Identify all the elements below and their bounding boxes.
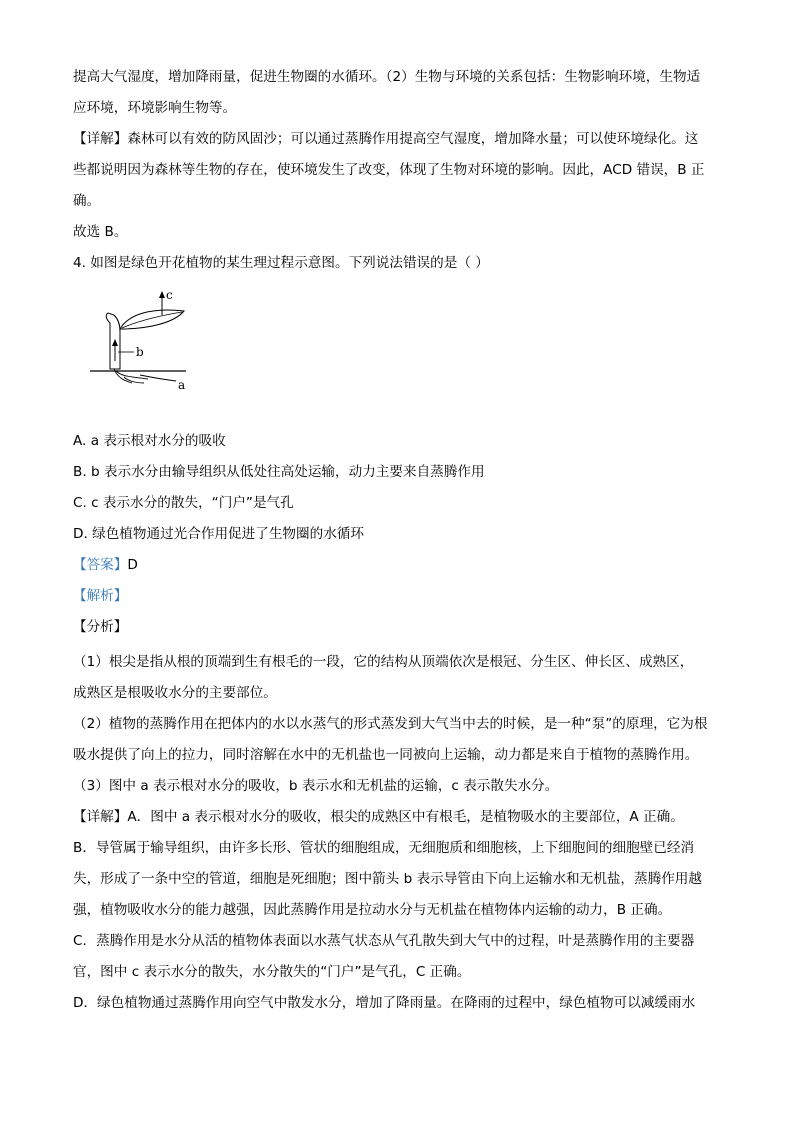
option-b: B. b 表示水分由输导组织从低处往高处运输，动力主要来自蒸腾作用 [73, 464, 485, 480]
answer-line [73, 556, 733, 574]
text-line: 失，形成了一条中空的管道，细胞是死细胞；图中箭头 b 表示导管由下向上运输水和无机盐，蒸腾作用越 [73, 871, 702, 887]
option-a: A. a 表示根对水分的吸收 [73, 433, 226, 449]
text-line: 强，植物吸收水分的能力越强，因此蒸腾作用是拉动水分与无机盐在植物体内运输的动力，B 正确。 [73, 902, 672, 918]
question-stem: 4. 如图是绿色开花植物的某生理过程示意图。下列说法错误的是（ ） [73, 255, 489, 271]
text-line: C．蒸腾作用是水分从活的植物体表面以水蒸气状态从气孔散失到大气中的过程，叶是蒸腾作用的主要器 [73, 933, 695, 949]
text-line: D．绿色植物通过蒸腾作用向空气中散发水分，增加了降雨量。在降雨的过程中，绿色植物可以减缓雨水 [73, 995, 696, 1011]
label-c: c [166, 288, 173, 302]
leaf-shape [120, 310, 184, 329]
arrow-c-head [159, 291, 165, 298]
text-line: 【详解】A．图中 a 表示根对水分的吸收，根尖的成熟区中有根毛，是植物吸水的主要部位，A 正确。 [73, 809, 684, 825]
answer-label: 【答案】 [73, 557, 128, 573]
text-line: （2）植物的蒸腾作用在把体内的水以水蒸气的形式蒸发到大气当中去的时候，是一种“泵”的原理，它为根 [73, 716, 708, 732]
stem-shape [106, 313, 120, 369]
text-line: 【详解】森林可以有效的防风固沙；可以通过蒸腾作用提高空气湿度，增加降水量；可以使环境绿化。这 [73, 131, 699, 147]
label-b: b [136, 345, 144, 359]
text-line: 官，图中 c 表示水分的散失，水分散失的“门户”是气孔，C 正确。 [73, 964, 471, 980]
option-c: C. c 表示水分的散失，“门户”是气孔 [73, 495, 294, 511]
text-line: 提高大气湿度，增加降雨量，促进生物圈的水循环。（2）生物与环境的关系包括：生物影响环境，生物适 [73, 69, 701, 85]
text-line: （1）根尖是指从根的顶端到生有根毛的一段，它的结构从顶端依次是根冠、分生区、伸长区、成熟区， [73, 654, 694, 670]
text-line: 应环境，环境影响生物等。 [73, 100, 237, 116]
text-line: 故选 B。 [73, 224, 128, 240]
text-line: 吸水提供了向上的拉力，同时溶解在水中的无机盐也一同被向上运输，动力都是来自于植物的蒸腾作用。 [73, 747, 699, 763]
text-line: B．导管属于输导组织，由许多长形、管状的细胞组成，无细胞质和细胞核，上下细胞间的细胞壁已经消 [73, 840, 695, 856]
text-line: （3）图中 a 表示根对水分的吸收，b 表示水和无机盐的运输，c 表示散失水分。 [73, 778, 559, 794]
text-line: 成熟区是根吸收水分的主要部位。 [73, 685, 277, 701]
answer-value: D [127, 557, 138, 573]
plant-transpiration-diagram [88, 285, 198, 395]
option-d: D. 绿色植物通过光合作用促进了生物圈的水循环 [73, 526, 364, 542]
root-hair-line [140, 375, 176, 381]
analysis-label: 【解析】 [73, 588, 128, 604]
text-line: 确。 [73, 193, 101, 209]
text-line: 些都说明因为森林等生物的存在，使环境发生了改变，体现了生物对环境的影响。因此，ACD 错误，B 正 [73, 162, 705, 178]
fenxi-label: 【分析】 [73, 619, 128, 635]
label-a: a [178, 378, 186, 392]
